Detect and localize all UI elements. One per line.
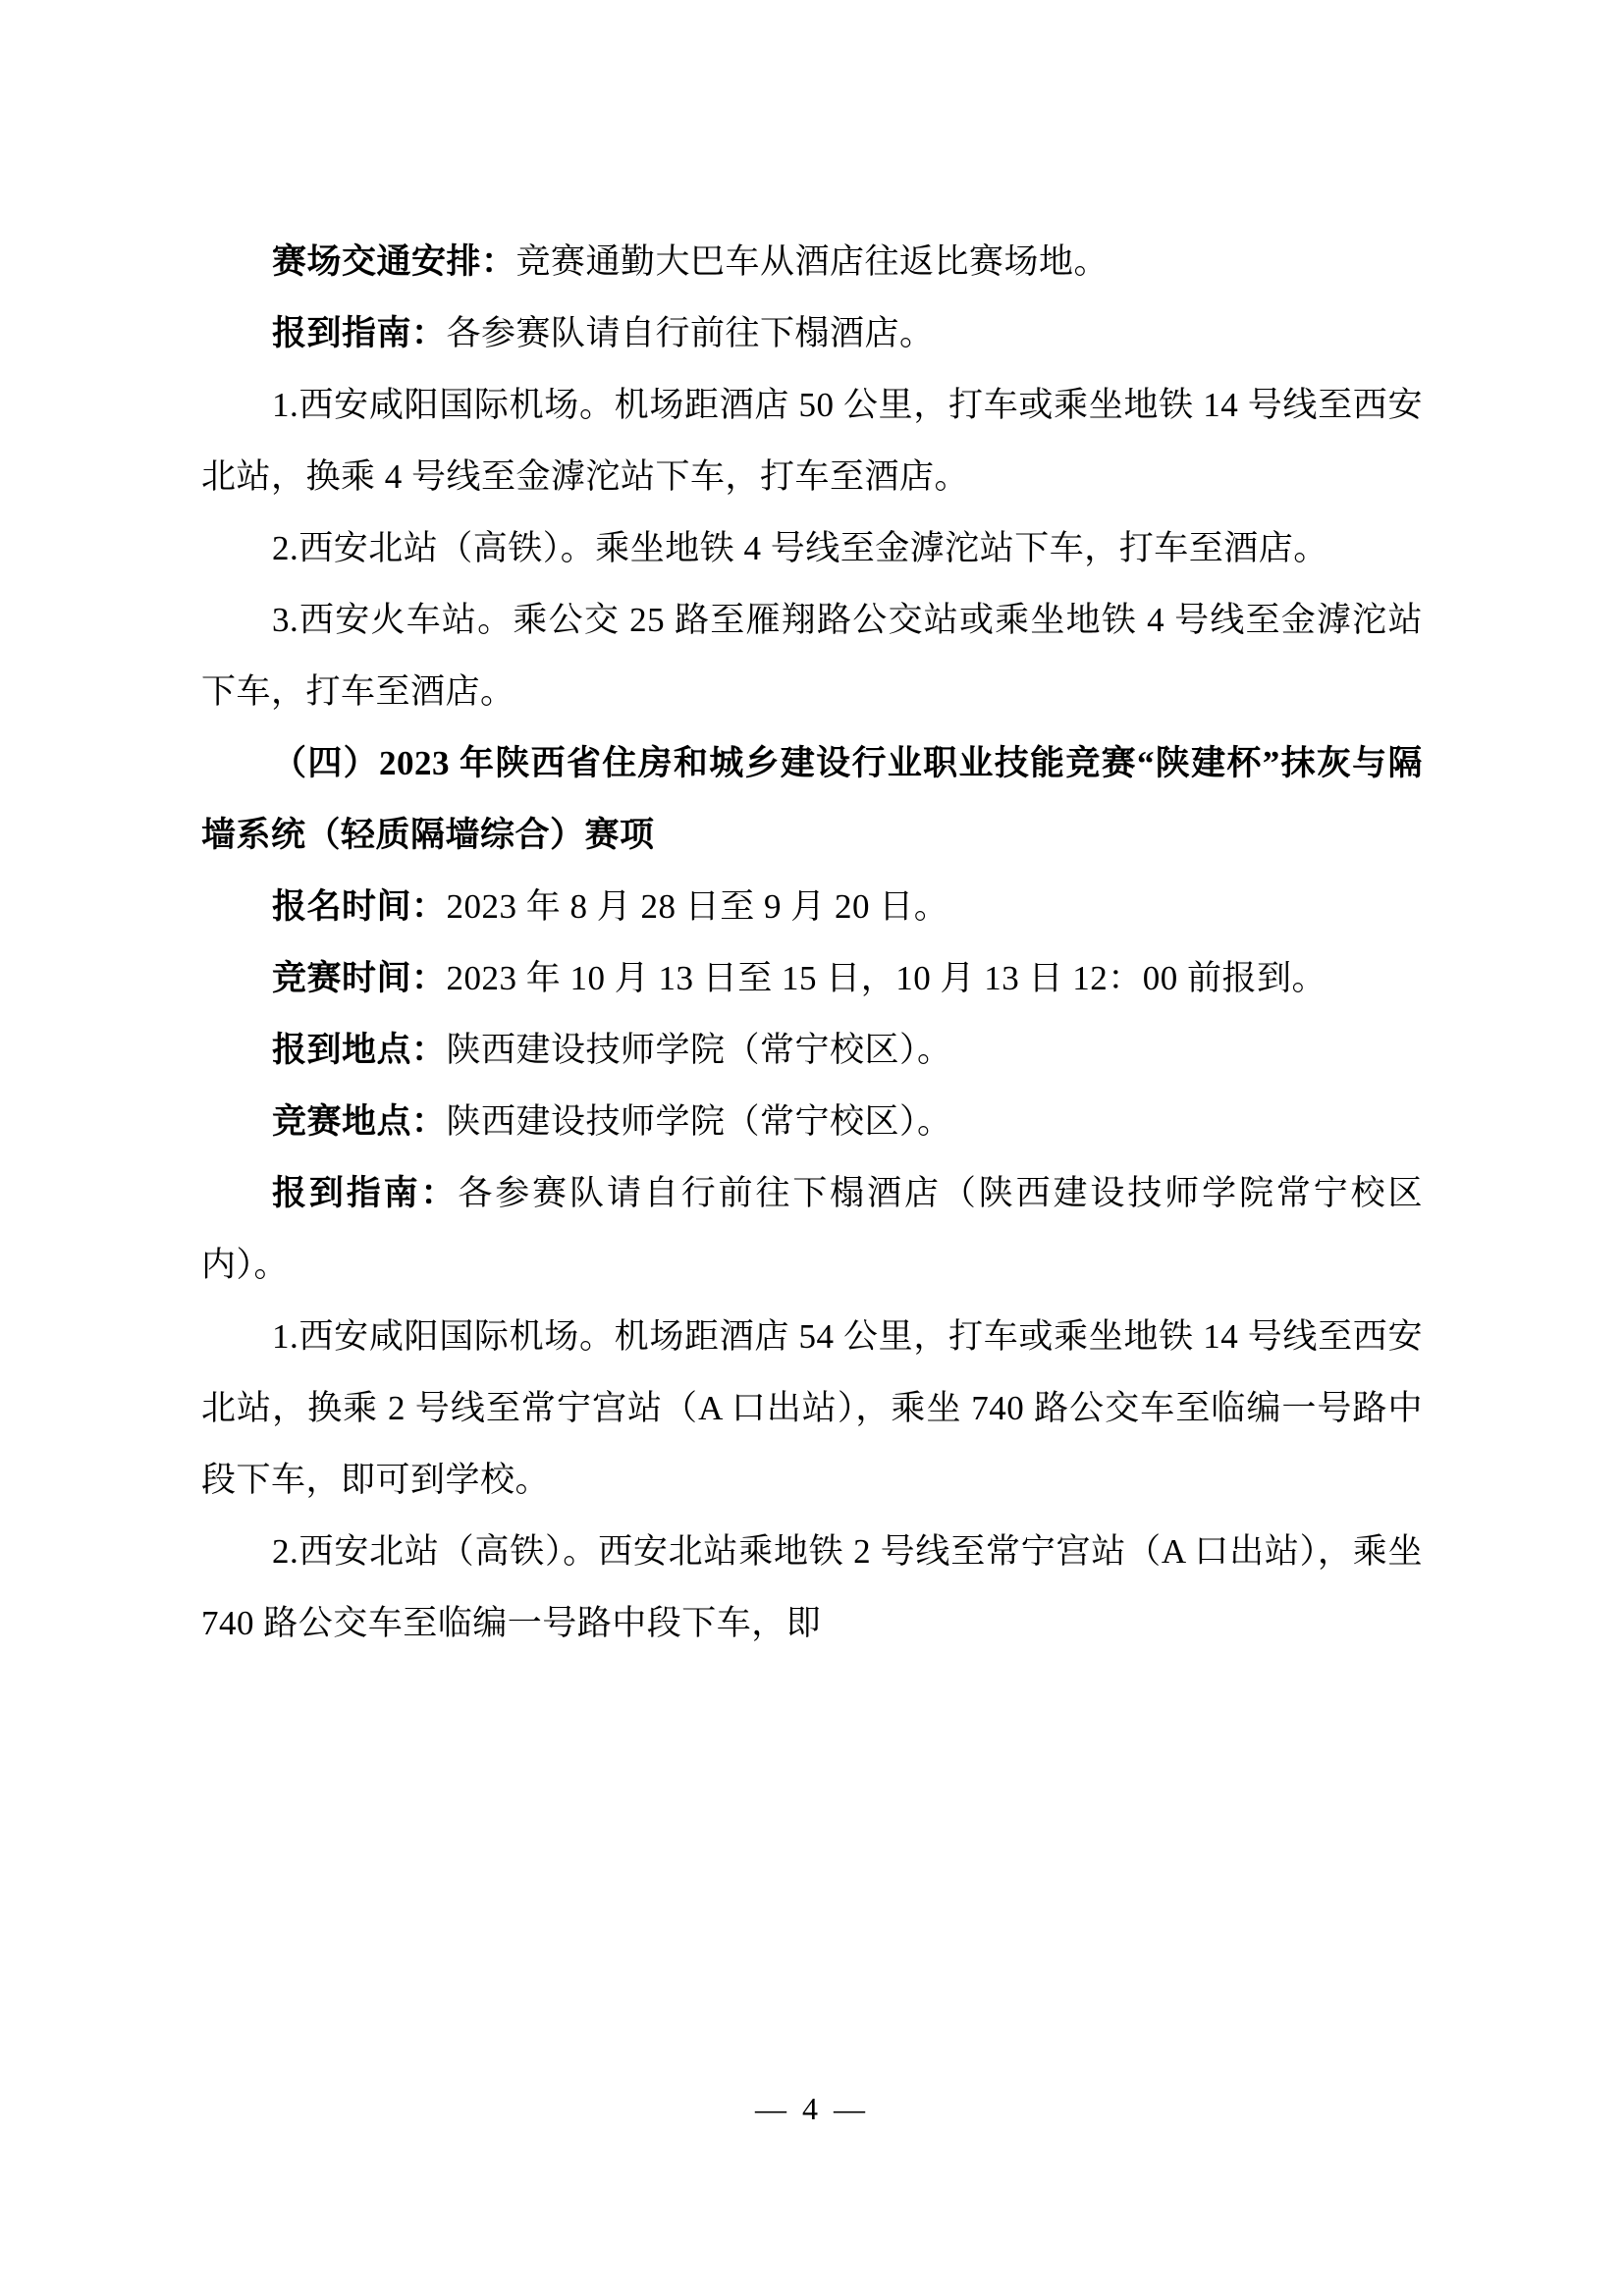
paragraph-text-traffic: 竞赛通勤大巴车从酒店往返比赛场地。 bbox=[515, 242, 1110, 281]
paragraph-traffic-arrangement bbox=[201, 226, 1423, 297]
paragraph-text-route-4: 1.西安咸阳国际机场。机场距酒店 54 公里，打车或乘坐地铁 14 号线至西安北站，换乘 2 号线至常宁宫站（A 口出站），乘坐 740 路公交车至临编一号路中段下车，即可到学校。 bbox=[201, 1317, 1423, 1499]
page-number: — 4 — bbox=[755, 2091, 869, 2126]
section-heading: （四）2023 年陕西省住房和城乡建设行业职业技能竞赛“陕建杯”抹灰与隔墙系统（轻质隔墙综合）赛项 bbox=[201, 744, 1423, 854]
paragraph-text-contest-place: 陕西建设技师学院（常宁校区）。 bbox=[446, 1102, 952, 1141]
paragraph-text-contest-time: 2023 年 10 月 13 日至 15 日，10 月 13 日 12：00 前报到。 bbox=[446, 959, 1327, 997]
paragraph-text-route-1: 1.西安咸阳国际机场。机场距酒店 50 公里，打车或乘坐地铁 14 号线至西安北站，换乘 4 号线至金滹沱站下车，打车至酒店。 bbox=[201, 386, 1423, 496]
paragraph-label-checkin-guide-1: 报到指南： bbox=[272, 314, 447, 352]
paragraph-text-route-5: 2.西安北站（高铁）。西安北站乘地铁 2 号线至常宁宫站（A 口出站），乘坐 740 路公交车至临编一号路中段下车，即 bbox=[201, 1532, 1423, 1642]
paragraph-route-1 bbox=[201, 369, 1423, 512]
paragraph-label-contest-place: 竞赛地点： bbox=[272, 1102, 447, 1141]
paragraph-checkin-guide-1 bbox=[201, 297, 1423, 369]
paragraph-text-checkin-guide-2: 各参赛队请自行前往下榻酒店（陕西建设技师学院常宁校区内）。 bbox=[201, 1174, 1423, 1284]
paragraph-text-checkin-place: 陕西建设技师学院（常宁校区）。 bbox=[446, 1031, 952, 1069]
paragraph-label-checkin-place: 报到地点： bbox=[272, 1031, 447, 1069]
document-body bbox=[201, 226, 1423, 1659]
paragraph-text-signup-time: 2023 年 8 月 28 日至 9 月 20 日。 bbox=[446, 887, 949, 926]
paragraph-route-5 bbox=[201, 1516, 1423, 1659]
paragraph-contest-time bbox=[201, 942, 1423, 1014]
paragraph-label-signup-time: 报名时间： bbox=[272, 887, 447, 926]
paragraph-label-traffic: 赛场交通安排： bbox=[272, 242, 516, 281]
paragraph-text-route-2: 2.西安北站（高铁）。乘坐地铁 4 号线至金滹沱站下车，打车至酒店。 bbox=[272, 529, 1328, 567]
paragraph-contest-place bbox=[201, 1086, 1423, 1157]
paragraph-label-checkin-guide-2: 报到指南： bbox=[272, 1174, 459, 1212]
paragraph-signup-time bbox=[201, 871, 1423, 942]
paragraph-route-2 bbox=[201, 512, 1423, 584]
paragraph-route-4 bbox=[201, 1301, 1423, 1516]
paragraph-route-3 bbox=[201, 584, 1423, 727]
paragraph-checkin-guide-2 bbox=[201, 1157, 1423, 1301]
paragraph-text-route-3: 3.西安火车站。乘公交 25 路至雁翔路公交站或乘坐地铁 4 号线至金滹沱站下车，打车至酒店。 bbox=[201, 601, 1423, 711]
paragraph-text-checkin-guide-1: 各参赛队请自行前往下榻酒店。 bbox=[446, 314, 935, 352]
paragraph-label-contest-time: 竞赛时间： bbox=[272, 959, 447, 997]
paragraph-checkin-place bbox=[201, 1014, 1423, 1086]
